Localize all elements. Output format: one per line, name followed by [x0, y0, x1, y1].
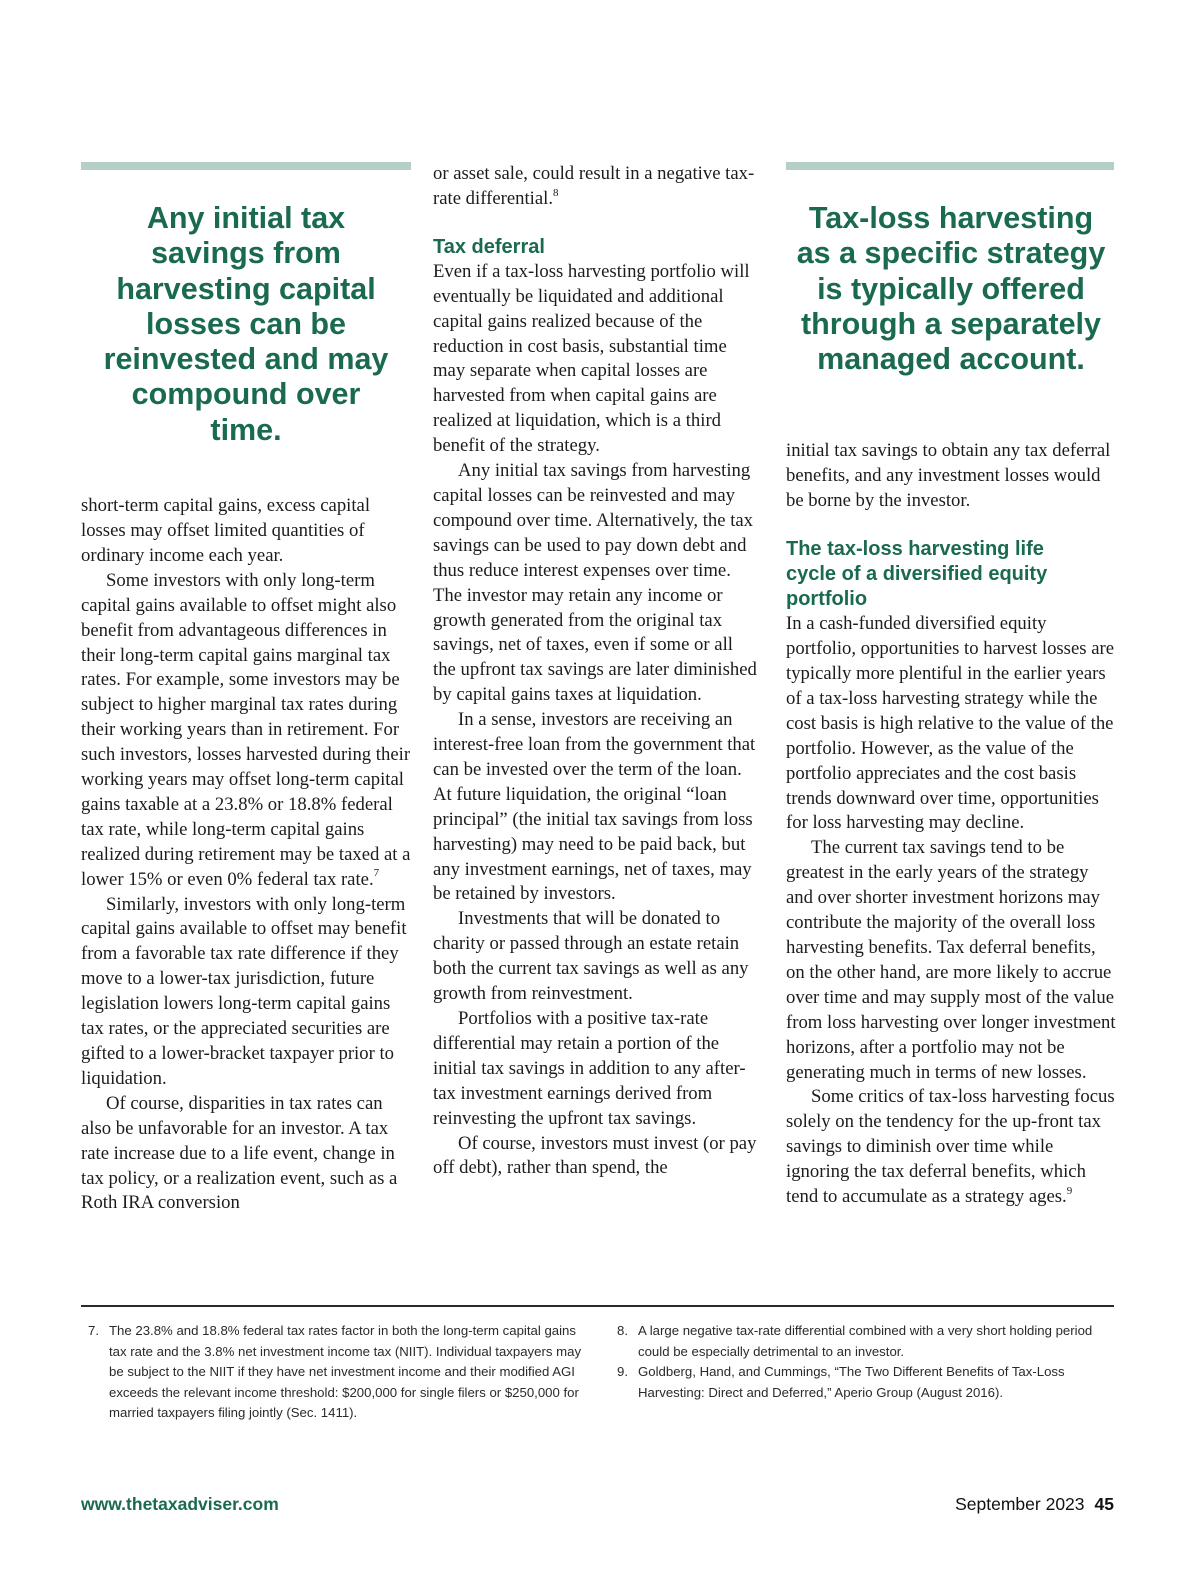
footnote-7 [88, 1321, 588, 1424]
middle-paragraph-5: Portfolios with a positive tax-rate differential may retain a portion of the initial tax savings in addition to any after-tax investment earnings derived from reinvesting the upfront tax savings. [433, 1008, 746, 1129]
middle-paragraph-1: Even if a tax-loss harvesting portfolio will eventually be liquidated and additional capital gains realized because of the reduction in cost basis, substantial time may separate when capital losses are harvested from when capital gains are realized at liquidation, which is a third benefit of the strategy. [433, 260, 750, 457]
pull-quote-bar-right [786, 162, 1114, 170]
subhead-life-cycle: The tax-loss harvesting life cycle of a diversified equity portfolio [786, 538, 1048, 611]
right-column [786, 162, 1116, 1210]
left-paragraph-1: short-term capital gains, excess capital losses may offset limited quantities of ordinary income each year. [81, 495, 371, 566]
footer-issue [955, 1492, 1114, 1516]
footnotes-left [88, 1321, 588, 1424]
footnote-ref-7[interactable]: 7 [373, 867, 380, 880]
middle-paragraph-2: Any initial tax savings from harvesting capital losses can be reinvested and may compound over time. Alternatively, the tax savings can be used to pay down debt and thus reduce interest expenses over time. The investor may retain any income or growth generated from the original tax savings, net of taxes, even if some or all the upfront tax savings are later diminished by capital gains taxes at liquidation. [433, 460, 757, 706]
footnote-text: The 23.8% and 18.8% federal tax rates factor in both the long-term capital gains tax rate and the 3.8% net investment income tax (NIIT). Individual taxpayers may be subject to the NIIT if they have net investment income and their modified AGI exceeds the relevant income threshold: $200,000 for single filers or $250,000 for married taxpayers filing jointly (Sec. 1411). [109, 1323, 582, 1420]
middle-column [433, 162, 757, 1181]
middle-paragraph-3: In a sense, investors are receiving an interest-free loan from the government that can be invested over the term of the loan. At future liquidation, the original “loan principal” (the initial tax savings from loss harvesting) may need to be paid back, but any investment earnings, net of taxes, may be retained by investors. [433, 709, 756, 905]
subhead-tax-deferral: Tax deferral [433, 235, 545, 258]
left-column [81, 162, 411, 1216]
pull-quote-right: Tax-loss harvesting as a specific strategy is typically offered through a separately managed account. [796, 201, 1106, 377]
right-body [786, 439, 1116, 1209]
middle-intro: or asset sale, could result in a negative tax-rate differential.$^8$ [433, 163, 755, 209]
left-paragraph-4: Of course, disparities in tax rates can also be unfavorable for an investor. A tax rate increase due to a life event, change in tax policy, or a realization event, such as a Roth IRA conversion [81, 1092, 398, 1214]
footnote-text: Goldberg, Hand, and Cummings, “The Two Different Benefits of Tax-Loss Harvesting: Direct and Deferred,” Aperio Group (August 2016). [638, 1364, 1065, 1400]
footnote-number: 7. [88, 1323, 99, 1338]
footnote-9 [617, 1362, 1107, 1403]
right-paragraph-2: The current tax savings tend to be greatest in the early years of the strategy and over shorter investment horizons may contribute the majority of the overall loss harvesting benefits. Tax deferral benefits, on the other hand, are more likely to accrue over time and may supply most of the value from loss harvesting over longer investment horizons, after a portfolio may not be generating much in terms of new losses. [786, 837, 1116, 1083]
footnote-number: 9. [617, 1364, 628, 1379]
footnotes-right [617, 1321, 1107, 1403]
footnote-number: 8. [617, 1323, 628, 1338]
footer-website-link[interactable]: www.thetaxadviser.com [81, 1494, 279, 1514]
middle-body [433, 162, 757, 1181]
pull-quote-bar-left [81, 162, 411, 170]
middle-paragraph-6: Of course, investors must invest (or pay off debt), rather than spend, the [433, 1132, 757, 1179]
left-paragraph-2: Some investors with only long-term capital gains available to offset might also benefit from advantageous differences in their long-term capital gains marginal tax rates. For example, some investors may be subject to higher marginal tax rates during their working years than in retirement. For such investors, losses harvested during their working years may offset long-term capital gains taxable at a 23.8% or 18.8% federal tax rate, while long-term capital gains realized during retirement may be taxed at a lower 15% or even 0% federal tax rate.$^7$ [81, 569, 411, 890]
footnote-ref-8[interactable]: 8 [553, 186, 559, 199]
footer-date: September 2023 [955, 1494, 1085, 1514]
left-body [81, 494, 411, 1216]
pull-quote-left: Any initial tax savings from harvesting capital losses can be reinvested and may compound over time. [103, 201, 389, 447]
right-intro: initial tax savings to obtain any tax deferral benefits, and any investment losses would be borne by the investor. [786, 440, 1111, 512]
footnote-ref-9[interactable]: 9 [1066, 1184, 1073, 1197]
footnote-8 [617, 1321, 1107, 1362]
page-number: 45 [1094, 1494, 1114, 1514]
footnote-divider [81, 1305, 1114, 1307]
footnote-text: A large negative tax-rate differential combined with a very short holding period could be especially detrimental to an investor. [638, 1323, 1093, 1359]
right-paragraph-3: Some critics of tax-loss harvesting focus solely on the tendency for the up-front tax savings to diminish over time while ignoring the tax deferral benefits, which tend to accumulate as a strategy ages.$^9$ [786, 1086, 1115, 1208]
right-paragraph-1: In a cash-funded diversified equity portfolio, opportunities to harvest losses are typically more plentiful in the earlier years of a tax-loss harvesting strategy while the cost basis is high relative to the value of the portfolio. However, as the value of the portfolio appreciates and the cost basis trends downward over time, opportunities for loss harvesting may decline. [786, 613, 1115, 834]
left-paragraph-3: Similarly, investors with only long-term capital gains available to offset may benefit from a favorable tax rate difference if they move to a lower-tax jurisdiction, future legislation lowers long-term capital gains tax rates, or the appreciated securities are gifted to a lower-bracket taxpayer prior to liquidation. [81, 893, 407, 1089]
middle-paragraph-4: Investments that will be donated to charity or passed through an estate retain both the current tax savings as well as any growth from reinvestment. [433, 908, 749, 1005]
